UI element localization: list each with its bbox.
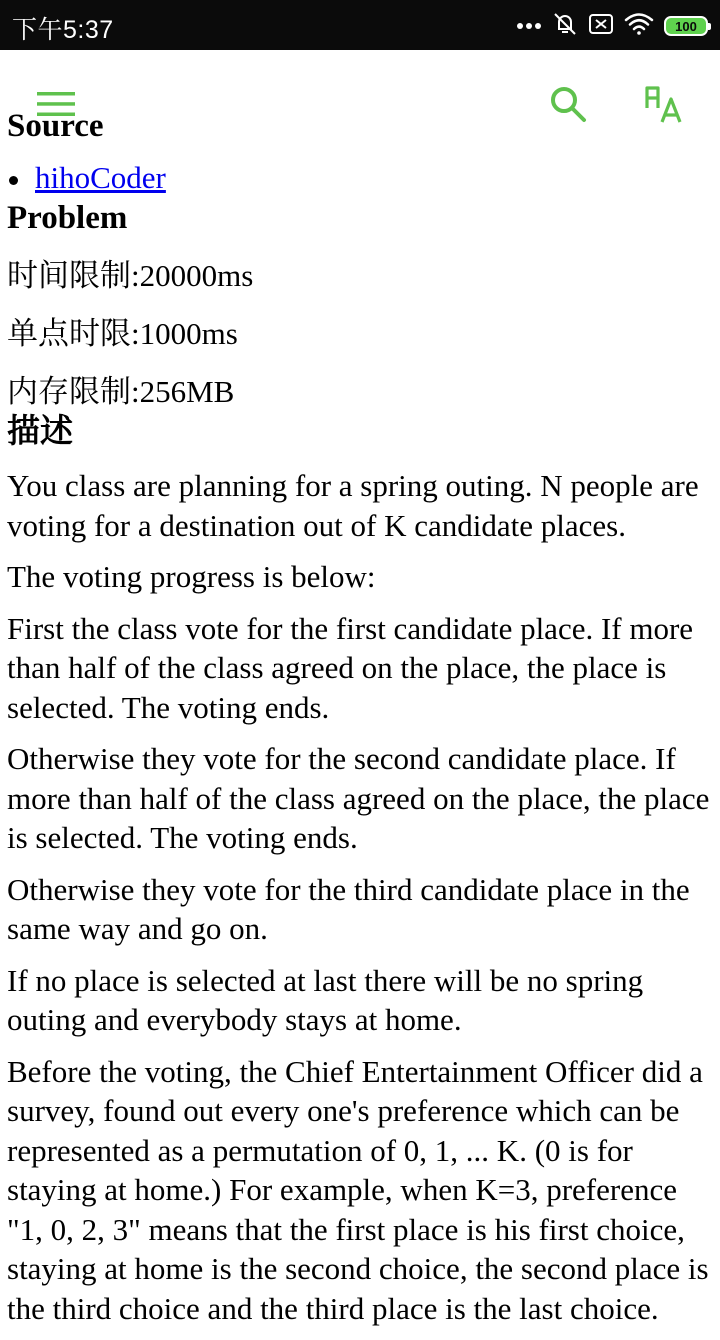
- content-scroll[interactable]: [7, 106, 717, 1340]
- problem-heading: Problem: [7, 200, 128, 236]
- status-icons: [516, 12, 708, 40]
- problem-content: [7, 108, 717, 1326]
- source-list-item: [7, 158, 717, 198]
- wifi-icon: [624, 12, 654, 41]
- dots-icon: [516, 17, 542, 35]
- description-paragraph: You class are planning for a spring outing. N people are voting for a destination out of K candidate places.: [7, 468, 699, 543]
- description-paragraph: Otherwise they vote for the second candidate place. If more than half of the class agreed on the place, the place is selected. The voting ends.: [7, 741, 710, 855]
- status-bar: [0, 0, 720, 50]
- description-paragraph: If no place is selected at last there will be no spring outing and everybody stays at home.: [7, 962, 644, 1037]
- description-paragraph: Otherwise they vote for the third candidate place in the same way and go on.: [7, 871, 690, 946]
- battery-icon: [664, 16, 708, 36]
- description-paragraph: First the class vote for the first candidate place. If more than half of the class agreed on the place, the place is selected. The voting ends.: [7, 610, 694, 725]
- status-time: 下午5:37: [12, 16, 114, 44]
- hihocoder-link[interactable]: hihoCoder: [35, 160, 166, 195]
- battery-level: 100: [675, 18, 697, 34]
- description-heading: 描述: [7, 414, 73, 450]
- single-point-limit: 单点时限:1000ms: [7, 316, 238, 351]
- memory-limit: 内存限制:256MB: [7, 374, 235, 409]
- sim-icon: [588, 13, 614, 40]
- description-paragraph: Before the voting, the Chief Entertainment Officer did a survey, found out every one's preference which can be represented as a permutation of 0, 1, ... K. (0 is for staying at home.) For example, when K=3, preference "1, 0, 2, 3" means that the first place is his first choice, staying at home is the second choice, the second place is the third choice and the third place is the last choice.: [7, 1053, 709, 1326]
- time-limit: 时间限制:20000ms: [7, 258, 254, 293]
- description-body: [7, 466, 717, 1328]
- source-heading: Source: [7, 108, 104, 144]
- mute-icon: [552, 11, 578, 42]
- description-paragraph: The voting progress is below:: [7, 559, 376, 594]
- source-list: [7, 158, 717, 198]
